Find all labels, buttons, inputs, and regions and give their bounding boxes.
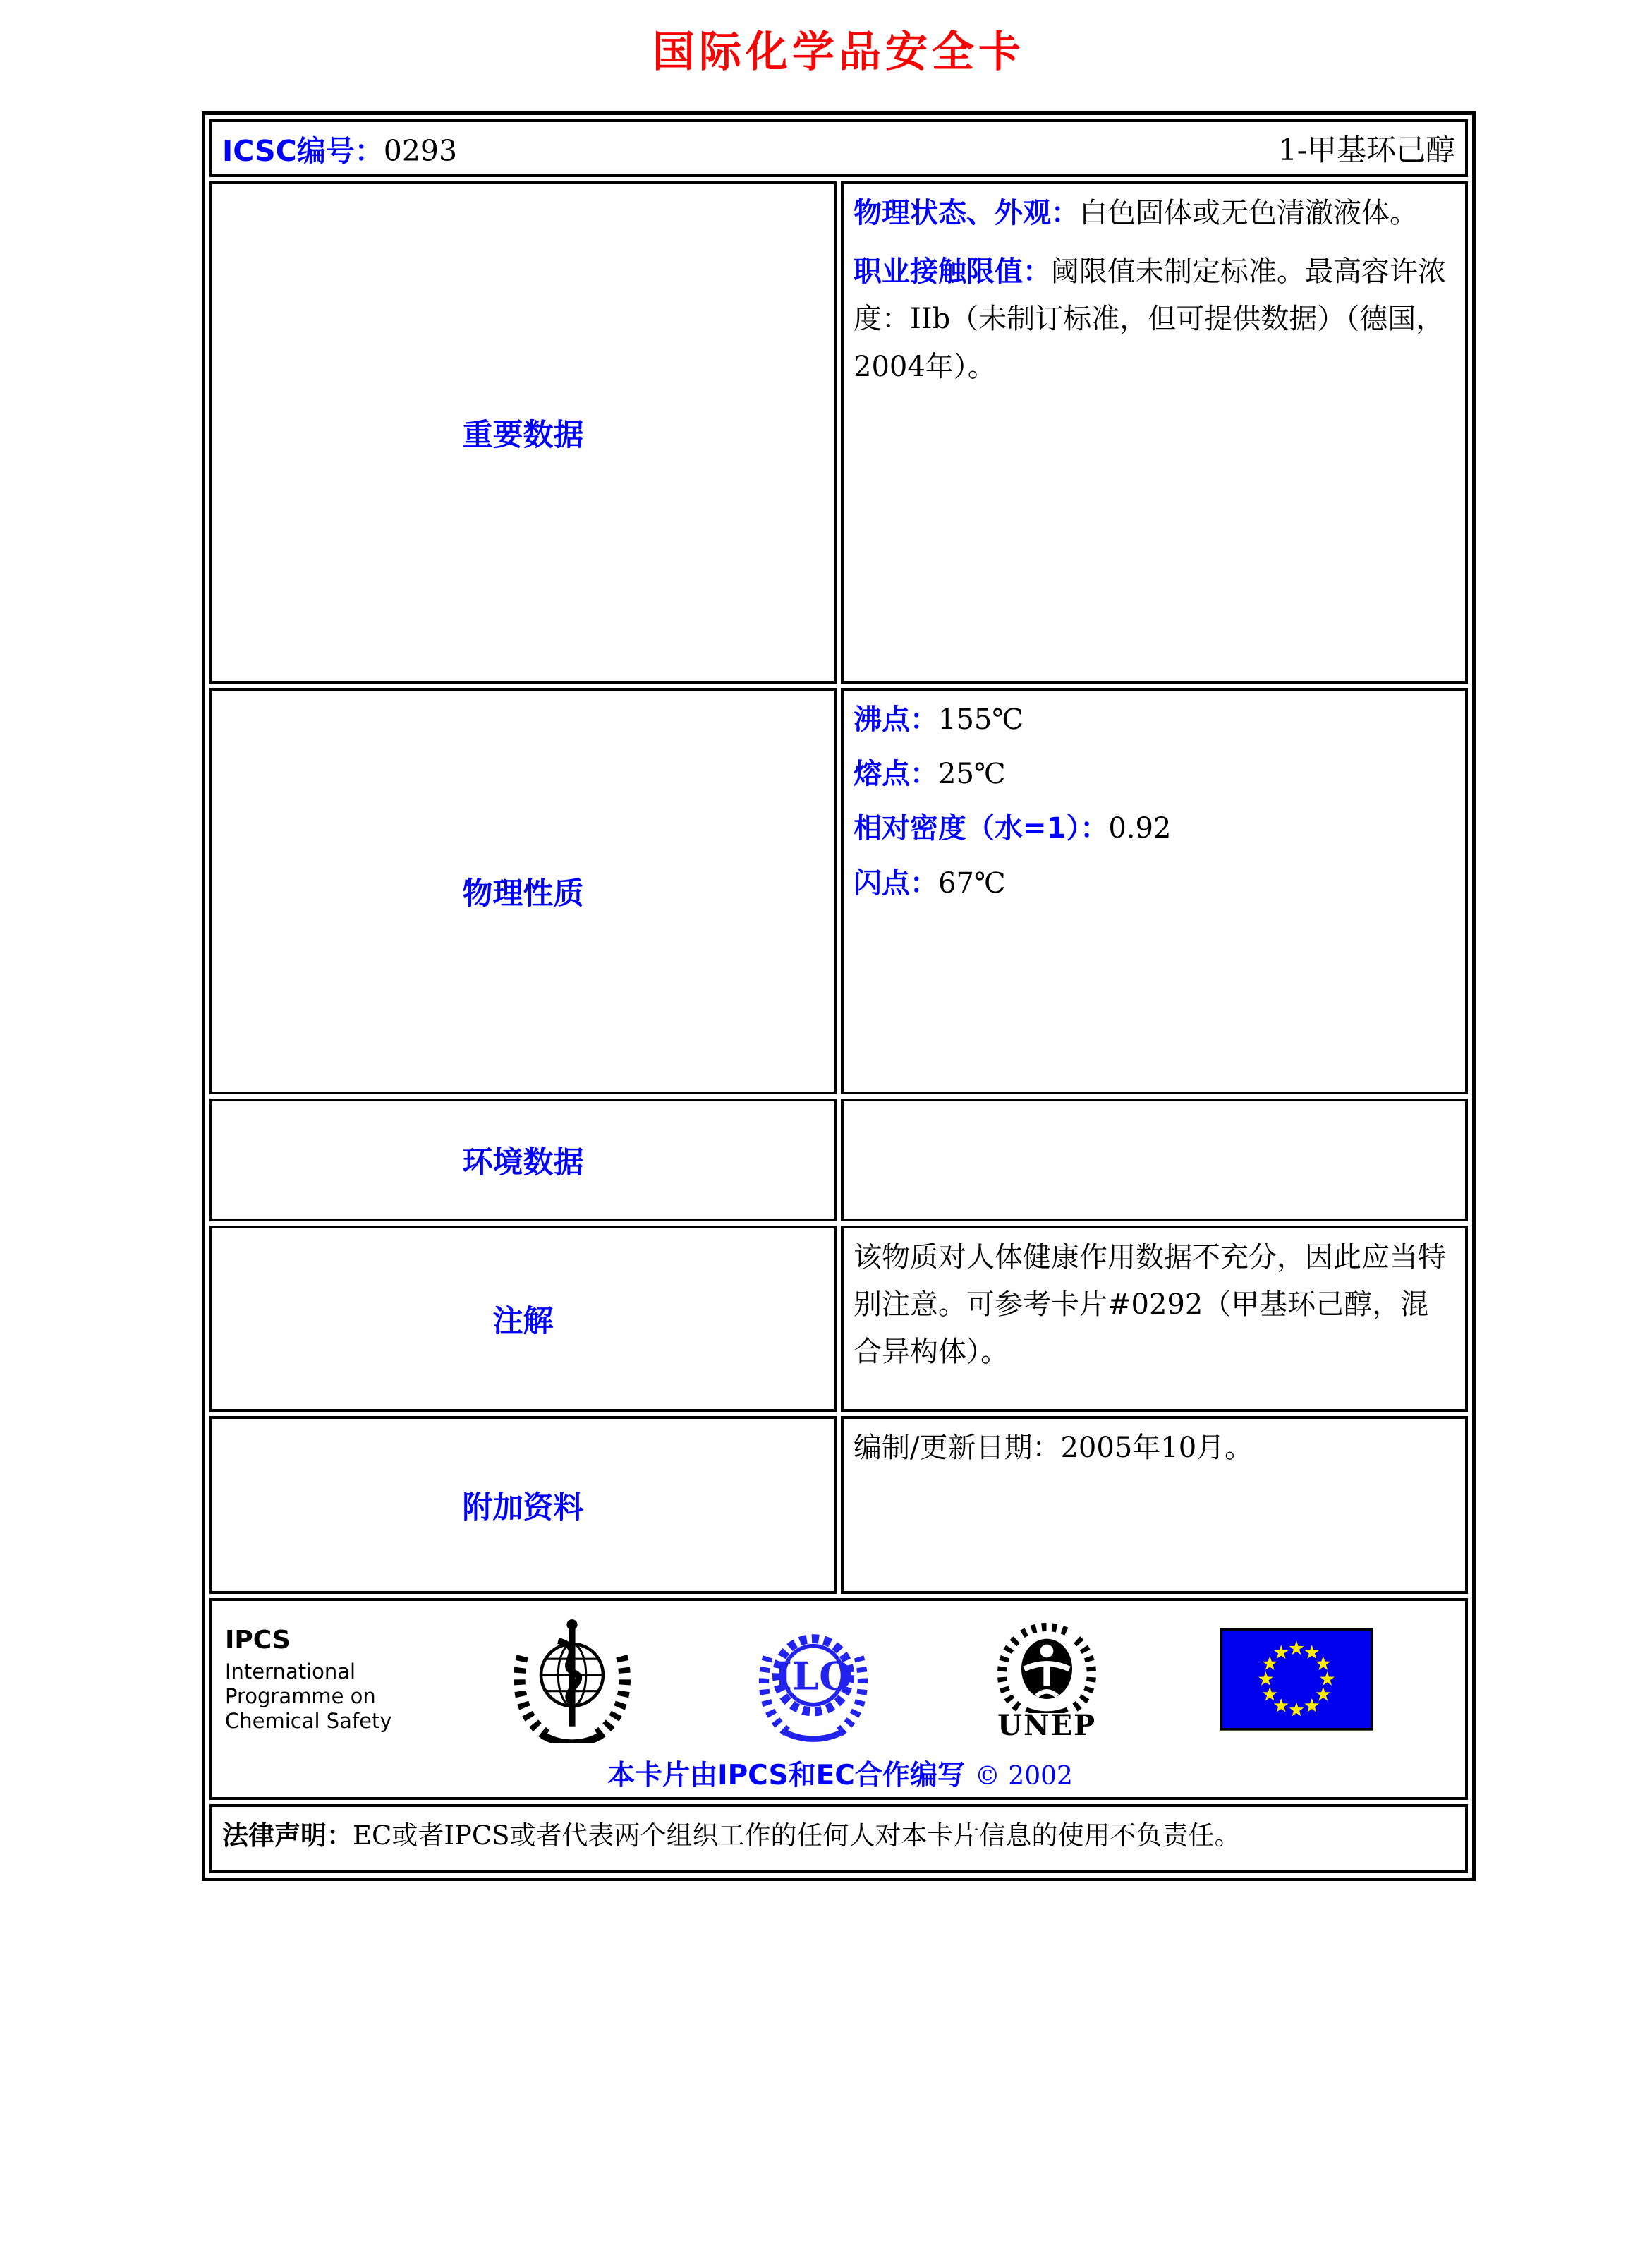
icsc-number (222, 128, 457, 169)
flash-point-value: 67℃ (938, 866, 1006, 900)
icsc-number-label: ICSC编号： (222, 133, 384, 168)
ipcs-subtitle-line: Chemical Safety (225, 1708, 392, 1733)
important-data-row (209, 181, 1468, 684)
ipcs-subtitle-line: International (225, 1659, 356, 1684)
additional-info-row (209, 1416, 1468, 1594)
unep-logo-label: UNEP (997, 1708, 1097, 1742)
boiling-point-label: 沸点： (854, 703, 938, 736)
important-data-content (841, 181, 1468, 684)
environmental-data-row (209, 1099, 1468, 1221)
exposure-limit-text: 阈限值未制定标准。最高容许浓度：IIb（未制订标准，但可提供数据）（德国，2004年）。 (854, 255, 1446, 383)
exposure-limit-line (854, 248, 1455, 391)
melting-point-line (854, 751, 1455, 798)
ipcs-subtitle-line: Programme on (225, 1684, 376, 1709)
physical-properties-content (841, 688, 1468, 1094)
icsc-card-table (202, 111, 1476, 1881)
exposure-limit-label: 职业接触限值： (854, 255, 1051, 289)
ilo-logo-icon (753, 1615, 874, 1743)
flash-point-line (854, 860, 1455, 907)
unep-logo-block (990, 1617, 1103, 1742)
credit-line (222, 1753, 1458, 1793)
footer-row (209, 1598, 1468, 1800)
who-logo-icon (508, 1615, 636, 1743)
relative-density-value: 0.92 (1108, 812, 1172, 845)
credit-text: 本卡片由IPCS和EC合作编写 (607, 1760, 965, 1791)
ilo-logo-letters: ILO (774, 1653, 853, 1699)
physical-properties-label: 物理性质 (209, 688, 837, 1094)
legal-row (209, 1804, 1468, 1873)
footer-cell (209, 1598, 1468, 1800)
notes-content: 该物质对人体健康作用数据不充分，因此应当特别注意。可参考卡片#0292（甲基环己醇，混合异构体）。 (841, 1226, 1468, 1412)
environmental-data-label: 环境数据 (209, 1099, 837, 1221)
important-data-label: 重要数据 (209, 181, 837, 684)
card-header-cell (209, 119, 1468, 177)
page-title: 国际化学品安全卡 (652, 28, 1025, 77)
additional-info-content: 编制/更新日期：2005年10月。 (841, 1416, 1468, 1594)
flash-point-label: 闪点： (854, 866, 938, 900)
notes-row (209, 1226, 1468, 1412)
eu-flag-icon (1220, 1628, 1373, 1731)
copyright-text: © 2002 (974, 1762, 1073, 1791)
ipcs-text-block (225, 1625, 392, 1734)
boiling-point-line (854, 696, 1455, 744)
notes-label: 注解 (209, 1226, 837, 1412)
physical-properties-row (209, 688, 1468, 1094)
melting-point-value: 25℃ (938, 758, 1006, 791)
physical-state-label: 物理状态、外观： (854, 197, 1079, 229)
unep-logo-icon (990, 1617, 1103, 1713)
icsc-number-value: 0293 (383, 133, 458, 168)
additional-info-label: 附加资料 (209, 1416, 837, 1594)
chemical-name: 1-甲基环己醇 (1278, 133, 1455, 167)
melting-point-label: 熔点： (854, 758, 938, 791)
boiling-point-value: 155℃ (938, 703, 1024, 736)
ipcs-title: IPCS (225, 1626, 291, 1655)
legal-label: 法律声明： (222, 1820, 353, 1851)
legal-cell (209, 1804, 1468, 1873)
environmental-data-content (841, 1099, 1468, 1221)
physical-state-line (854, 190, 1455, 237)
legal-text: EC或者IPCS或者代表两个组织工作的任何人对本卡片信息的使用不负责任。 (353, 1820, 1241, 1851)
relative-density-label: 相对密度（水=1）： (854, 812, 1109, 845)
physical-state-text: 白色固体或无色清澈液体。 (1079, 197, 1418, 229)
card-header-row (209, 119, 1468, 177)
icsc-card-page (202, 0, 1476, 1881)
relative-density-line (854, 805, 1455, 852)
